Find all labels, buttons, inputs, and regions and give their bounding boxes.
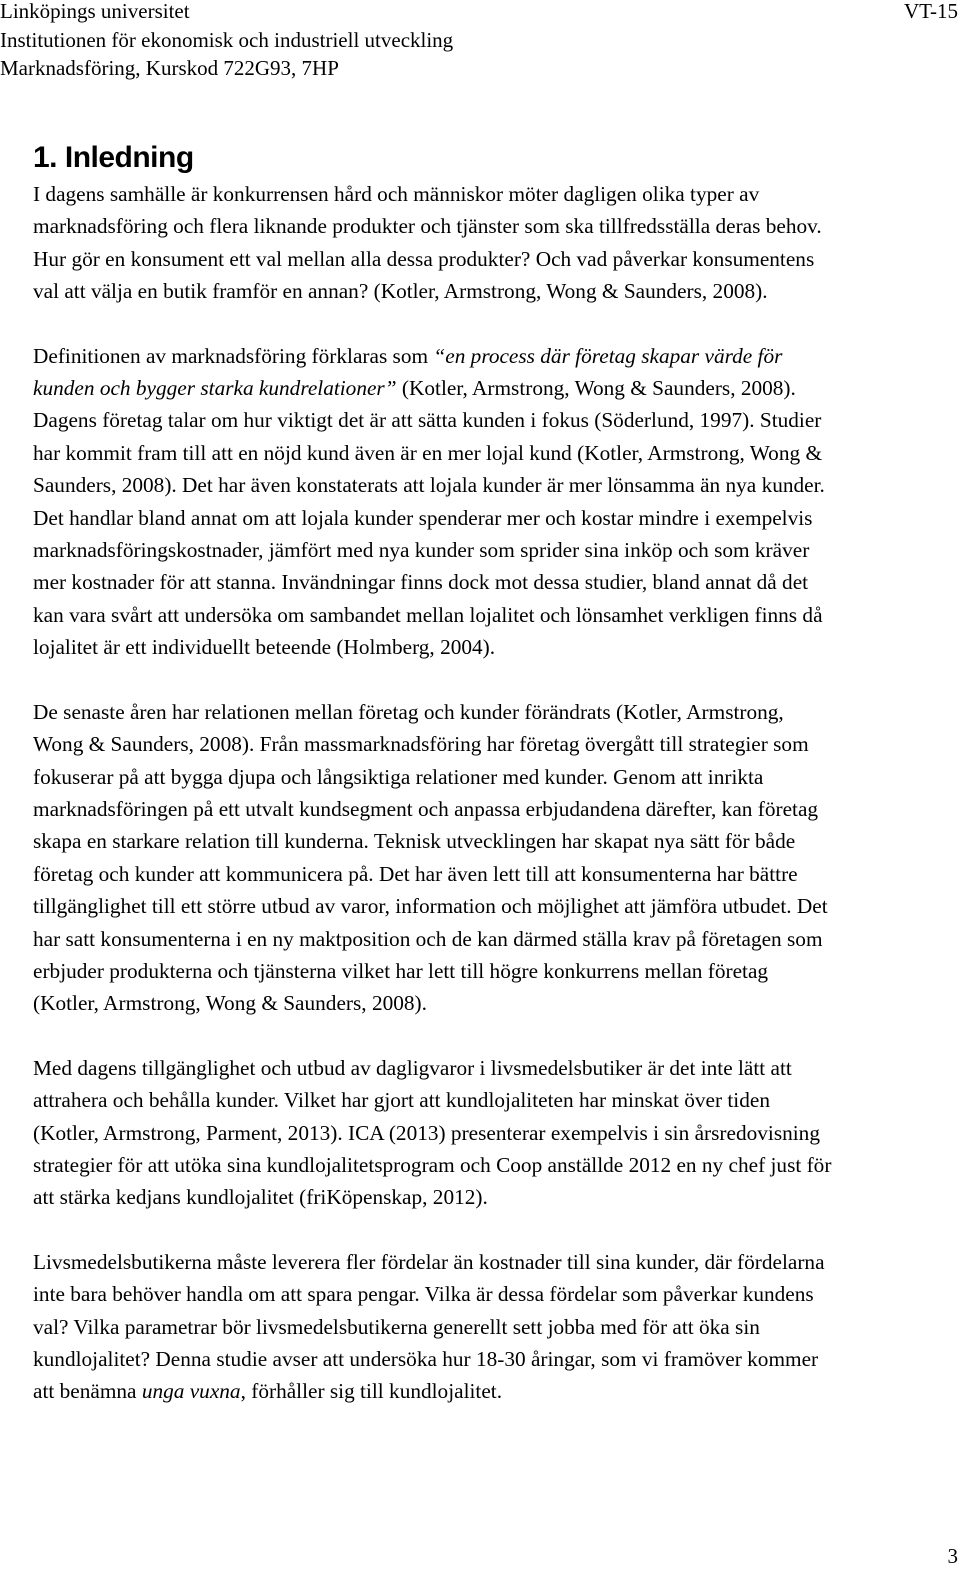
quote-close-mark: ” (384, 376, 397, 401)
university-name: Linköpings universitet (0, 0, 190, 23)
page-number: 3 (947, 1544, 958, 1568)
definition-intro-text: Definitionen av marknadsföring förklaras som (33, 343, 434, 368)
purpose-end-text: , förhåller sig till kundlojalitet. (240, 1379, 503, 1404)
purpose-main-text: Livsmedelsbutikerna måste leverera fler fördelar än kostnader till sina kunder, där fördelarna inte bara behöver handla om att spara pengar. Vilka är dessa fördelar som påverkar kundens val? Vilka parametrar bör livsmedelsbutikerna generellt sett jobba med för att öka sin kundlojalitet? Denna studie avser att undersöka hur 18-30 åringar, som vi framöver kommer att benämna (33, 1249, 825, 1404)
paragraph-definition (33, 340, 958, 664)
term-label: VT-15 (903, 0, 958, 23)
purpose-term: unga vuxna (141, 1379, 241, 1404)
page-header (0, 0, 960, 90)
document-body (33, 138, 958, 1408)
paragraph-purpose (33, 1246, 958, 1408)
paragraph-gap (33, 1214, 958, 1246)
paragraph-relations: De senaste åren har relationen mellan företag och kunder förändrats (Kotler, Armstrong, Wong & Saunders, 2008). Från massmarknadsföring har företag övergått till strategier som fokuserar på att bygga djupa och långsiktiga relationer med kunder. Genom att inrikta marknadsföringen på ett utvalt kundsegment och anpassa erbjudandena därefter, kan företag skapa en starkare relation till kunderna. Teknisk utvecklingen har skapat nya sätt för både företag och kunder att kommunicera på. Det har även lett till att konsumenterna har bättre tillgänglighet till ett större utbud av varor, information och möjlighet att jämföra utbudet. Det har satt konsumenterna i en ny maktposition och de kan därmed ställa krav på företagen som erbjuder produkterna och tjänsterna vilket har lett till högre konkurrens mellan företag (Kotler, Armstrong, Wong & Saunders, 2008). (33, 699, 828, 1016)
course-info: Marknadsföring, Kurskod 722G93, 7HP (0, 56, 339, 80)
paragraph-grocery: Med dagens tillgänglighet och utbud av dagligvaror i livsmedelsbutiker är det inte lätt att attrahera och behålla kunder. Vilket har gjort att kundlojaliteten har minskat över tiden (Kotler, Armstrong, Parment, 2013). ICA (2013) presenterar exempelvis i sin årsredovisning strategier för att utöka sina kundlojalitetsprogram och Coop anställde 2012 en ny chef just för att stärka kedjans kundlojalitet (friKöpenskap, 2012). (33, 1055, 832, 1210)
quote-open-mark: “ (433, 343, 446, 368)
definition-rest-text: (Kotler, Armstrong, Wong & Saunders, 2008). Dagens företag talar om hur viktigt det är att sätta kunden i fokus (Söderlund, 1997). Studier har kommit fram till att en nöjd kund även är en mer lojal kund (Kotler, Armstrong, Wong & Saunders, 2008). Det har även konstaterats att lojala kunder är mer lönsamma än nya kunder. Det handlar bland annat om att lojala kunder spenderar mer och kostar mindre i exempelvis marknadsföringskostnader, jämfört med nya kunder som sprider sina inköp och som kräver mer kostnader för att stanna. Invändningar finns dock mot dessa studier, bland annat då det kan vara svårt att undersöka om sambandet mellan lojalitet och lönsamhet verkligen finns då lojalitet är ett individuellt beteende (Holmberg, 2004). (33, 376, 825, 660)
paragraph-gap (33, 664, 958, 696)
definition-quote: en process där företag skapar värde för kunden och bygger starka kundrelationer (33, 343, 783, 401)
paragraph-intro: I dagens samhälle är konkurrensen hård och människor möter dagligen olika typer av marknadsföring och flera liknande produkter och tjänster som ska tillfredsställa deras behov. Hur gör en konsument ett val mellan alla dessa produkter? Och vad påverkar konsumentens val att välja en butik framför en annan? (Kotler, Armstrong, Wong & Saunders, 2008). (33, 182, 822, 304)
department-name: Institutionen för ekonomisk och industriell utveckling (0, 28, 454, 52)
section-heading: 1. Inledning (33, 141, 194, 174)
paragraph-gap (33, 308, 958, 340)
paragraph-gap (33, 1020, 958, 1052)
